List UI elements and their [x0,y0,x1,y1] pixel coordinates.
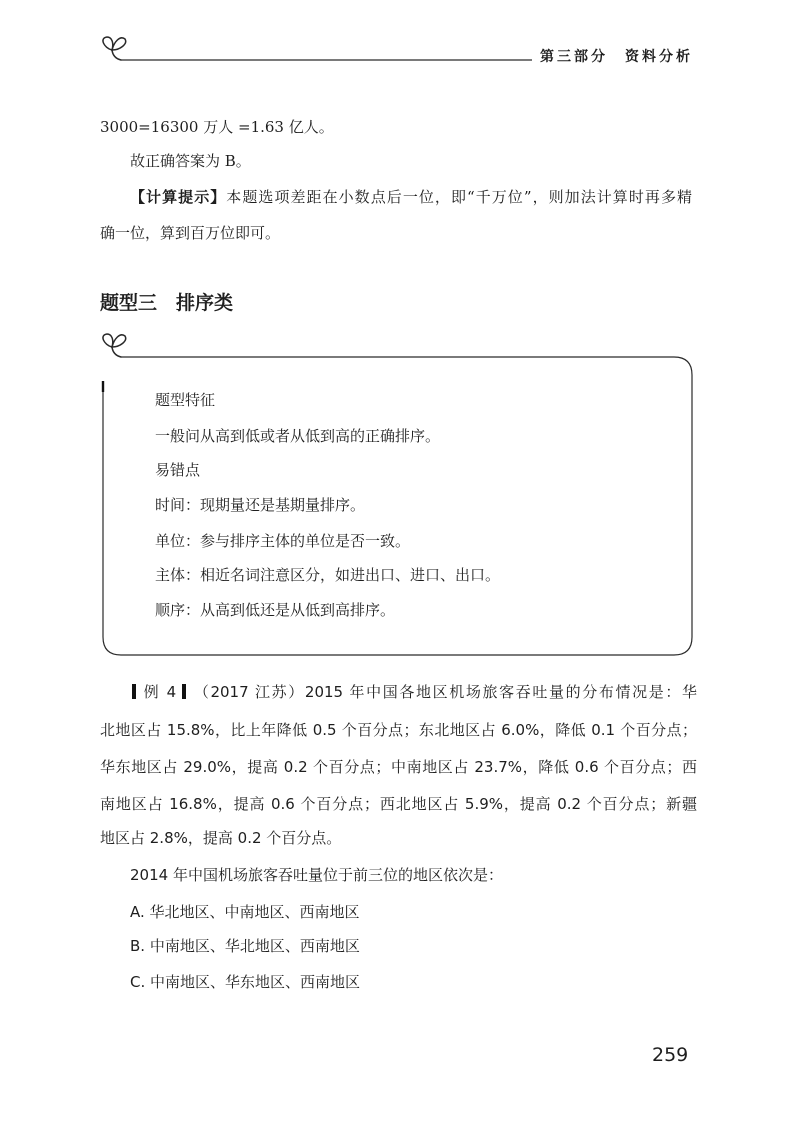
option-a: A. 华北地区、中南地区、西南地区 [130,903,360,921]
sprout-icon [103,37,126,60]
calc-tip-line-1 [130,185,692,209]
calc-tip-label: 【计算提示】 [130,188,227,206]
example-line: 地区占 2.8%，提高 0.2 个百分点。 [100,829,342,847]
example-line: 南地区占 16.8%，提高 0.6 个百分点；西北地区占 5.9%，提高 0.2 个百分点；新疆 [100,795,697,813]
example-label: 例 4 [142,683,177,701]
section-heading: 题型三 排序类 [100,292,234,314]
running-header-title: 第三部分 资料分析 [540,49,690,65]
features-title: 题型特征 [155,391,216,409]
pitfall-item: 单位：参与排序主体的单位是否一致。 [155,532,411,550]
option-b: B. 中南地区、华北地区、西南地区 [130,937,360,955]
example-line: 北地区占 15.8%，比上年降低 0.5 个百分点；东北地区占 6.0%，降低 0.1 个百分点； [100,721,697,739]
sprout-icon [103,334,126,357]
pitfall-item: 时间：现期量还是基期量排序。 [155,496,366,514]
example-marker-left [132,684,136,699]
calc-tip-line-2: 确一位，算到百万位即可。 [100,224,281,242]
pitfall-item: 顺序：从高到低还是从低到高排序。 [155,601,396,619]
equation-line: 3000=16300 万人 =1.63 亿人。 [100,118,334,136]
features-text: 一般问从高到低或者从低到高的正确排序。 [155,427,441,445]
example-line: 华东地区占 29.0%，提高 0.2 个百分点；中南地区占 23.7%，降低 0.6 个百分点；西 [100,758,697,776]
calc-tip-text: 本题选项差距在小数点后一位，即“千万位”，则加法计算时再多精 [226,188,692,206]
example-question: 2014 年中国机场旅客吞吐量位于前三位的地区依次是： [130,866,503,884]
page-number: 259 [652,1044,689,1066]
example-marker-right [182,684,186,699]
example-text: （2017 江苏）2015 年中国各地区机场旅客吞吐量的分布情况是：华 [192,683,697,701]
option-c: C. 中南地区、华东地区、西南地区 [130,973,361,991]
example-line-1 [126,680,697,704]
pitfalls-title: 易错点 [155,461,201,479]
answer-line: 故正确答案为 B。 [130,152,251,170]
pitfall-item: 主体：相近名词注意区分，如进出口、进口、出口。 [155,566,501,584]
